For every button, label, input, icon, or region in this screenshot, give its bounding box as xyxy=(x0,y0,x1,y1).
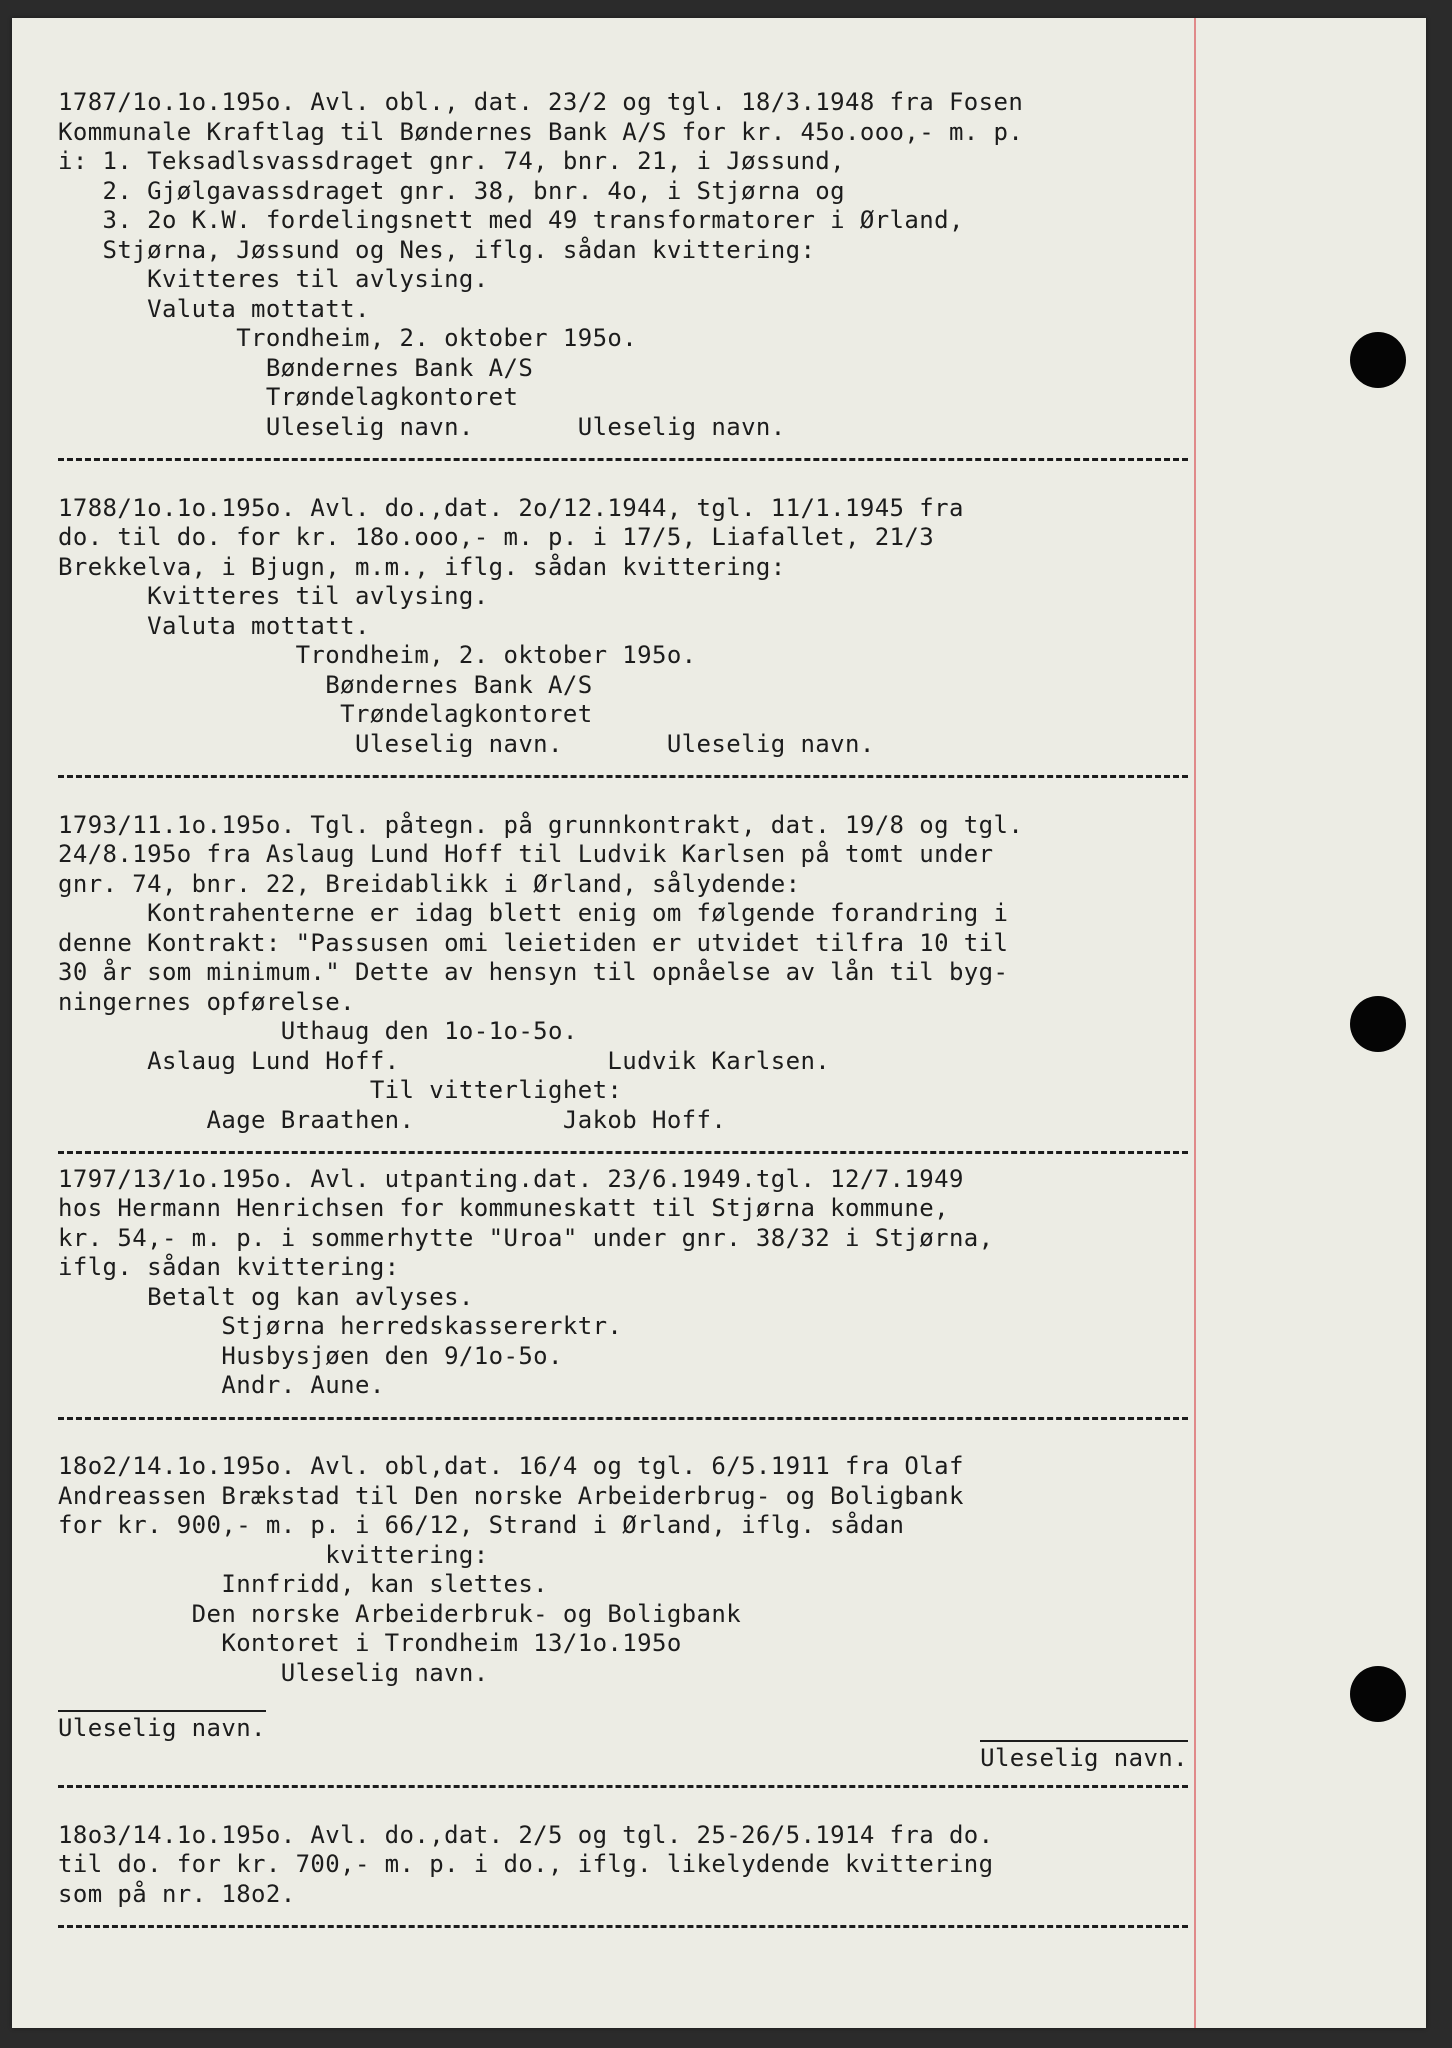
entry-line: Andreassen Brækstad til Den norske Arbeiderbrug- og Boligbank xyxy=(58,1481,964,1510)
entry-line: Uleselig navn. Uleselig navn. xyxy=(58,412,786,441)
dashed-separator xyxy=(58,1769,1188,1799)
entry-line: Stjørna herredskassererktr. xyxy=(58,1312,623,1340)
entry-line: som på nr. 18o2. xyxy=(58,1879,296,1908)
entry-line: Trøndelagkontoret xyxy=(58,700,593,728)
entry-line: 18o3/14.1o.195o. Avl. do.,dat. 2/5 og tgl. 25-26/5.1914 fra do. xyxy=(58,1820,994,1849)
entry-line: gnr. 74, bnr. 22, Breidablikk i Ørland, sålydende: xyxy=(58,869,801,898)
dashed-separator xyxy=(58,1909,1188,1939)
entry-line: Valuta mottatt. xyxy=(58,294,370,323)
entry-line: Bøndernes Bank A/S xyxy=(58,353,534,382)
punch-hole-icon xyxy=(1350,1666,1406,1722)
signature-right: Uleselig navn. xyxy=(980,1740,1188,1774)
entry-line: 1797/13/1o.195o. Avl. utpanting.dat. 23/6.1949.tgl. 12/7.1949 xyxy=(58,1164,964,1193)
entry-line: Kontrahenterne er idag blett enig om følgende forandring i xyxy=(58,899,1009,927)
entry-line: Innfridd, kan slettes. xyxy=(58,1570,549,1598)
entry-line: iflg. sådan kvittering: xyxy=(58,1253,400,1281)
entry-line: 1793/11.1o.195o. Tgl. påtegn. på grunnkontrakt, dat. 19/8 og tgl. xyxy=(58,810,1024,839)
entry-1797 xyxy=(58,1165,1188,1401)
entry-line: 1787/1o.1o.195o. Avl. obl., dat. 23/2 og tgl. 18/3.1948 fra Fosen xyxy=(58,88,1024,116)
entry-1787 xyxy=(58,88,1188,442)
signature-left: Uleselig navn. xyxy=(58,1710,266,1744)
entry-line: Husbysjøen den 9/1o-5o. xyxy=(58,1341,563,1370)
entry-line: Til vitterlighet: xyxy=(58,1076,623,1104)
entry-line: Kommunale Kraftlag til Bøndernes Bank A/S for kr. 45o.ooo,- m. p. xyxy=(58,117,1024,146)
dashed-separator xyxy=(58,1135,1188,1165)
entry-line: Kvitteres til avlysing. xyxy=(58,265,489,293)
dashed-separator xyxy=(58,759,1188,789)
entry-line: Valuta mottatt. xyxy=(58,611,370,640)
entry-line: Stjørna, Jøssund og Nes, iflg. sådan kvittering: xyxy=(58,235,816,264)
entry-line: for kr. 900,- m. p. i 66/12, Strand i Ørland, iflg. sådan xyxy=(58,1511,905,1539)
entry-line: til do. for kr. 700,- m. p. i do., iflg. likelydende kvittering xyxy=(58,1850,994,1878)
entry-1803 xyxy=(58,1821,1188,1910)
dashed-separator xyxy=(58,442,1188,472)
entry-line: Trondheim, 2. oktober 195o. xyxy=(58,641,697,669)
entry-line: ningernes opførelse. xyxy=(58,987,355,1016)
entry-line: denne Kontrakt: "Passusen omi leietiden er utvidet tilfra 10 til xyxy=(58,928,1009,957)
entry-line: kvittering: xyxy=(58,1540,489,1569)
punch-hole-icon xyxy=(1350,996,1406,1052)
entry-line: Den norske Arbeiderbruk- og Boligbank xyxy=(58,1599,742,1628)
entry-line: Bøndernes Bank A/S xyxy=(58,670,593,699)
entry-line: 2. Gjølgavassdraget gnr. 38, bnr. 4o, i Stjørna og xyxy=(58,176,846,205)
entry-line: hos Hermann Henrichsen for kommuneskatt til Stjørna kommune, xyxy=(58,1194,949,1222)
entry-line: kr. 54,- m. p. i sommerhytte "Uroa" under gnr. 38/32 i Stjørna, xyxy=(58,1223,994,1252)
entry-line: Kvitteres til avlysing. xyxy=(58,582,489,610)
entry-line: 18o2/14.1o.195o. Avl. obl,dat. 16/4 og tgl. 6/5.1911 fra Olaf xyxy=(58,1452,964,1480)
entry-line: Uleselig navn. Uleselig navn. xyxy=(58,729,875,758)
entry-line: Kontoret i Trondheim 13/1o.195o xyxy=(58,1629,682,1657)
entry-1802 xyxy=(58,1452,1188,1772)
entry-1793 xyxy=(58,811,1188,1136)
entry-line: Aslaug Lund Hoff. Ludvik Karlsen. xyxy=(58,1046,831,1075)
entry-line: Andr. Aune. xyxy=(58,1371,385,1399)
ledger-text xyxy=(58,88,1188,1939)
punch-hole-icon xyxy=(1350,332,1406,388)
dashed-separator xyxy=(58,1401,1188,1431)
entry-line: Trøndelagkontoret xyxy=(58,383,519,411)
entry-line: Aage Braathen. Jakob Hoff. xyxy=(58,1105,727,1134)
entry-line: Uthaug den 1o-1o-5o. xyxy=(58,1017,578,1045)
red-margin-line xyxy=(1194,18,1196,2028)
entry-line: do. til do. for kr. 18o.ooo,- m. p. i 17/5, Liafallet, 21/3 xyxy=(58,523,935,551)
entry-line: Trondheim, 2. oktober 195o. xyxy=(58,324,638,352)
entry-line: Betalt og kan avlyses. xyxy=(58,1282,474,1311)
entry-line: i: 1. Teksadlsvassdraget gnr. 74, bnr. 21, i Jøssund, xyxy=(58,147,846,175)
entry-line: Brekkelva, i Bjugn, m.m., iflg. sådan kvittering: xyxy=(58,552,786,581)
entry-line: 3. 2o K.W. fordelingsnett med 49 transformatorer i Ørland, xyxy=(58,206,964,234)
ledger-page xyxy=(12,18,1426,2028)
entry-line: Uleselig navn. xyxy=(58,1658,489,1687)
entry-line: 30 år som minimum." Dette av hensyn til opnåelse av lån til byg- xyxy=(58,958,1009,986)
entry-line: 24/8.195o fra Aslaug Lund Hoff til Ludvik Karlsen på tomt under xyxy=(58,840,994,868)
entry-line: 1788/1o.1o.195o. Avl. do.,dat. 2o/12.1944, tgl. 11/1.1945 fra xyxy=(58,493,964,522)
entry-1788 xyxy=(58,494,1188,760)
